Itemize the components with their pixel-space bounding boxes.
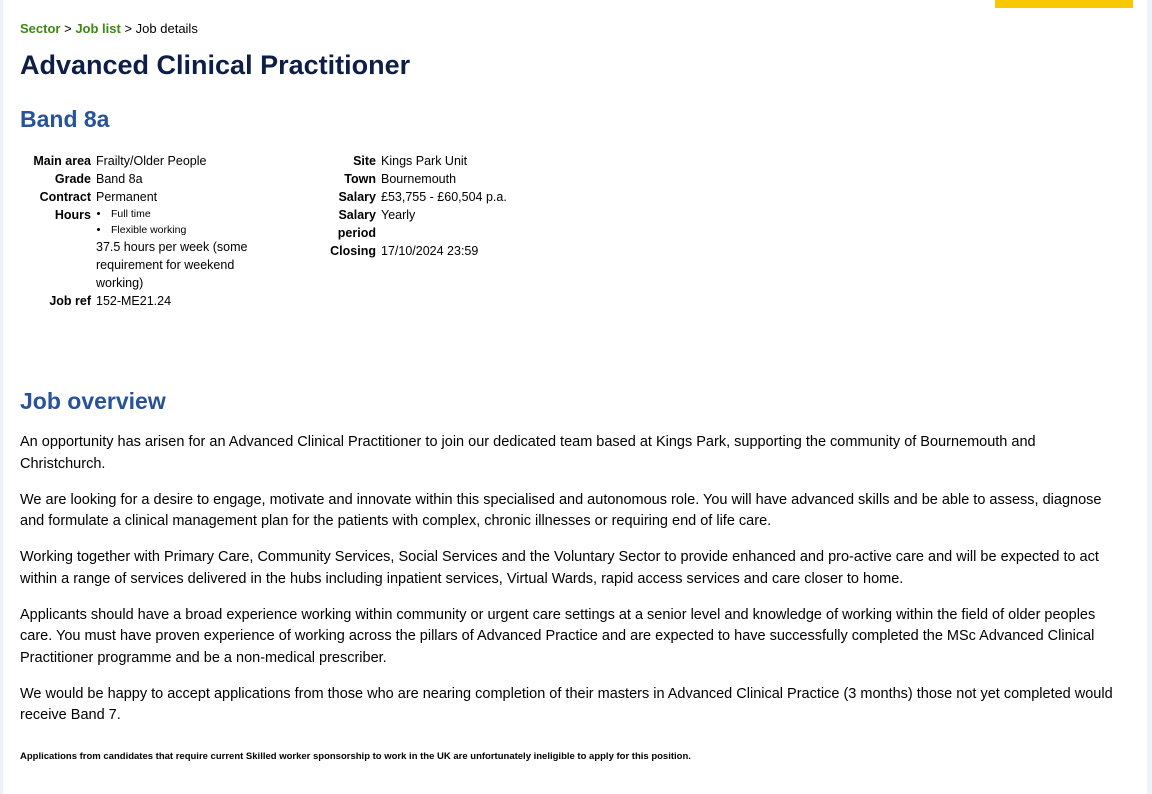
detail-label: Site <box>353 154 376 168</box>
breadcrumb <box>20 21 198 36</box>
detail-label: Salary <box>338 190 376 204</box>
detail-value: 152-ME21.24 <box>96 294 172 308</box>
detail-value: Permanent <box>96 190 158 204</box>
band-heading: Band 8a <box>20 106 110 132</box>
detail-label-line: period <box>337 226 376 240</box>
top-accent-bar <box>995 0 1133 8</box>
hours-list-item: • Full time <box>110 206 256 222</box>
breadcrumb-separator: > <box>124 21 133 36</box>
job-overview-text <box>20 432 1120 741</box>
detail-label <box>310 206 376 242</box>
hours-note: 37.5 hours per week (some requirement for weekend working) <box>96 240 248 290</box>
detail-label: Closing <box>330 244 376 258</box>
sponsorship-note: Applications from candidates that require current Skilled worker sponsorship to work in the UK are unfortunately ineligible to apply for this position. <box>20 751 691 762</box>
overview-paragraph: An opportunity has arisen for an Advanced Clinical Practitioner to join our dedicated team based at Kings Park, supporting the community of Bournemouth and Christchurch. <box>20 434 1036 472</box>
breadcrumb-sector-link[interactable]: Sector <box>20 21 61 36</box>
detail-label: Job ref <box>49 294 91 308</box>
detail-value: Band 8a <box>96 172 143 186</box>
detail-label: Grade <box>54 172 91 186</box>
detail-value: £53,755 - £60,504 p.a. <box>381 190 507 204</box>
hours-list <box>96 206 256 238</box>
page-scroll-edge <box>1147 0 1152 794</box>
hours-list-item: • Flexible working <box>110 222 256 238</box>
breadcrumb-separator: > <box>64 21 72 36</box>
breadcrumb-current: Job details <box>135 21 198 36</box>
detail-label: Contract <box>39 190 91 204</box>
overview-paragraph: Working together with Primary Care, Community Services, Social Services and the Voluntary Sector to provide enhanced and pro-active care and will be expected to act within a range of services delivered in the hubs including inpatient services, Virtual Wards, rapid access services and care closer to home. <box>20 549 1099 587</box>
overview-paragraph: We would be happy to accept applications from those who are nearing completion of their masters in Advanced Clinical Practice (3 months) those not yet completed would receive Band 7. <box>20 685 1113 723</box>
detail-value <box>96 206 256 292</box>
detail-label-line: Salary <box>338 208 376 222</box>
detail-label: Hours <box>54 208 91 222</box>
detail-value: Bournemouth <box>381 172 457 186</box>
detail-label: Main area <box>33 154 91 168</box>
detail-value: 17/10/2024 23:59 <box>381 244 479 258</box>
detail-value: Frailty/Older People <box>96 154 207 168</box>
breadcrumb-job-list-link[interactable]: Job list <box>75 21 121 36</box>
page-title: Advanced Clinical Practitioner <box>20 50 411 80</box>
overview-paragraph: Applicants should have a broad experience working within community or urgent care settings at a senior level and knowledge of working within the field of older peoples care. You must have proven experience of working across the pillars of Advanced Practice and are expected to have successfully completed the MSc Advanced Clinical Practitioner programme and be a non-medical prescriber. <box>20 606 1096 666</box>
job-overview-heading: Job overview <box>20 388 166 414</box>
overview-paragraph: We are looking for a desire to engage, motivate and innovate within this specialised and autonomous role. You will have advanced skills and be able to assess, diagnose and formulate a clinical management plan for the patients with complex, chronic illnesses or requiring end of life care. <box>20 491 1102 529</box>
detail-value: Yearly <box>381 208 416 222</box>
detail-value: Kings Park Unit <box>381 154 468 168</box>
detail-label: Town <box>344 172 376 186</box>
